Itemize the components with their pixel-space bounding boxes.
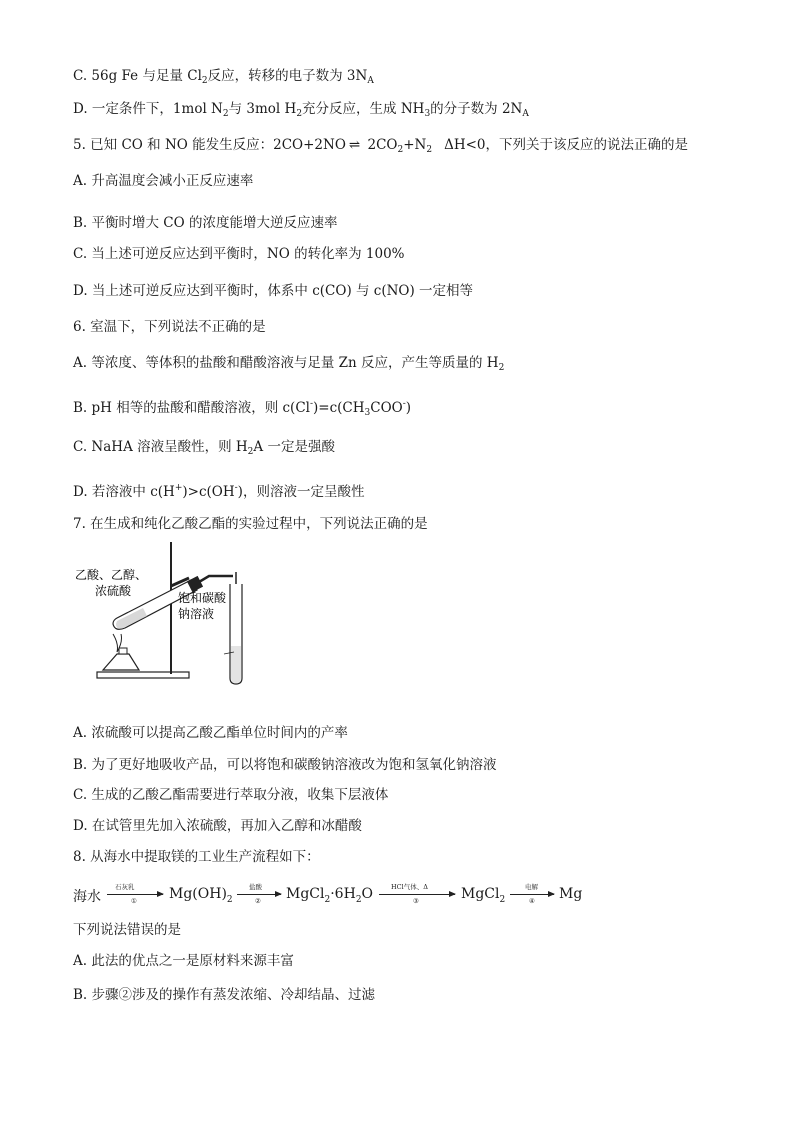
q7-stem: 7. 在生成和纯化乙酸乙酯的实验过程中，下列说法正确的是 — [73, 516, 428, 532]
q6-option-d: D. 若溶液中 c(H+)>c(OH-)，则溶液一定呈酸性 — [73, 483, 365, 500]
q7-option-c: C. 生成的乙酸乙酯需要进行萃取分液，收集下层液体 — [73, 787, 389, 803]
equilibrium-arrow-icon: ⇌ — [348, 137, 361, 153]
flow-arrow-2-top: 盐酸 — [249, 883, 262, 891]
q6-option-c: C. NaHA 溶液呈酸性，则 $H_2A$ 一定是强酸 — [73, 439, 335, 457]
flow-arrow-3-top: HCl气体、Δ — [391, 883, 428, 891]
flow-arrow-4 — [510, 894, 554, 895]
q5-option-c: C. 当上述可逆反应达到平衡时，NO 的转化率为 100% — [73, 246, 405, 262]
q6-option-b: B. pH 相等的盐酸和醋酸溶液，则 $c(Cl^-)=c(CH_3COO^-)$ — [73, 399, 412, 418]
lamp-neck — [119, 648, 127, 654]
flow-seawater: 海水 — [73, 889, 101, 905]
flow-arrow-1-bottom: ① — [131, 897, 137, 905]
reagents-label-1: 乙酸、乙醇、 — [75, 568, 148, 582]
q7-option-d: D. 在试管里先加入浓硫酸，再加入乙醇和冰醋酸 — [73, 818, 362, 834]
q6-option-a: A. 等浓度、等体积的盐酸和醋酸溶液与足量 Zn 反应，产生等质量的 $H_2$ — [73, 355, 505, 373]
q5-option-d: D. 当上述可逆反应达到平衡时，体系中 c(CO) 与 c(NO) 一定相等 — [73, 283, 474, 299]
flow-arrow-3 — [379, 894, 455, 895]
stand-base — [97, 672, 189, 678]
q5-stem: 5. 已知 CO 和 NO 能发生反应：2CO+2NO ⇌ $2CO_2+N_2$ ΔH<0，下列关于该反应的说法正确的是 — [73, 137, 689, 155]
flow-arrow-2-bottom: ② — [255, 897, 261, 905]
q8-sub-stem: 下列说法错误的是 — [73, 922, 181, 938]
collection-tube-diagram — [178, 572, 268, 690]
q7-option-a: A. 浓硫酸可以提高乙酸乙酯单位时间内的产率 — [73, 725, 348, 741]
flow-arrow-4-bottom: ④ — [529, 897, 535, 905]
q4-option-c: C. 56g Fe 与足量 $Cl_2$反应，转移的电子数为 $3N_A$ — [73, 68, 374, 86]
alcohol-lamp — [103, 654, 139, 670]
q8-stem: 8. 从海水中提取镁的工业生产流程如下： — [73, 849, 320, 865]
q8-option-b: B. 步骤②涉及的操作有蒸发浓缩、冷却结晶、过滤 — [73, 987, 376, 1003]
q6-stem: 6. 室温下，下列说法不正确的是 — [73, 319, 266, 335]
q8-option-a: A. 此法的优点之一是原材料来源丰富 — [73, 953, 294, 969]
collection-tube-figure — [178, 572, 268, 690]
sodium-carbonate-solution — [231, 646, 241, 683]
q5-option-a: A. 升高温度会减小正反应速率 — [73, 173, 254, 189]
magnesium-flow-diagram — [73, 880, 593, 912]
q4-option-d: D. 一定条件下，1mol $N_2$与 3mol $H_2$充分反应，生成 $NH_3$的分子数为 $2N_A$ — [73, 101, 529, 119]
solution-label-2: 钠溶液 — [178, 607, 215, 621]
reagents-label-2: 浓硫酸 — [95, 584, 132, 598]
flow-arrow-1 — [107, 894, 163, 895]
flow-arrow-4-top: 电解 — [525, 883, 538, 891]
flow-mg: Mg — [559, 886, 583, 902]
flow-arrow-3-bottom: ③ — [413, 897, 419, 905]
flow-arrow-2 — [237, 894, 281, 895]
flow-mgoh2: $Mg(OH)_2$ — [169, 886, 233, 905]
q7-option-b: B. 为了更好地吸收产品，可以将饱和碳酸钠溶液改为饱和氢氧化钠溶液 — [73, 757, 497, 773]
q5-option-b: B. 平衡时增大 CO 的浓度能增大逆反应速率 — [73, 215, 338, 231]
flow-mgcl2-hydrate: $MgCl_2\cdot 6H_2O$ — [286, 886, 374, 905]
solution-label-1: 饱和碳酸 — [178, 591, 227, 605]
flow-arrow-1-top: 石灰乳 — [115, 883, 135, 891]
flow-mgcl2: MgCl$_2$ — [461, 886, 506, 905]
